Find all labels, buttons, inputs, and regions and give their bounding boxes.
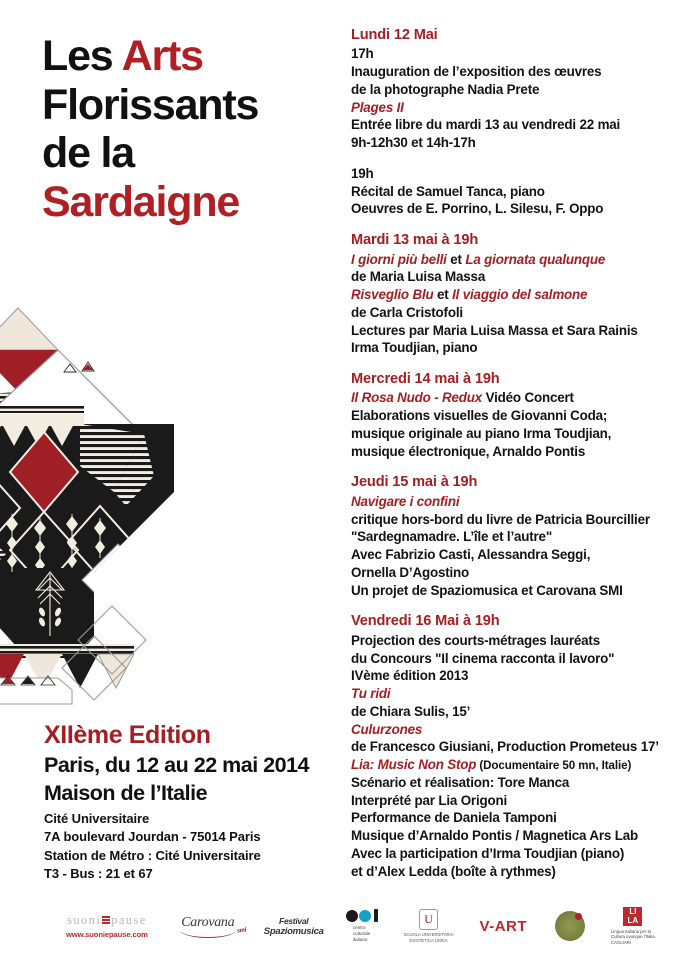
program-spacer	[351, 152, 671, 165]
program-line: Lectures par Maria Luisa Massa et Sara Rainis	[351, 322, 638, 338]
olive-berry-icon	[575, 913, 582, 920]
festival-line-1: Festival	[279, 915, 309, 926]
edition-label: XIIème Edition	[44, 721, 211, 749]
suoni-bars-icon	[102, 916, 110, 925]
page-title	[42, 32, 342, 226]
coi-line-3: italiano	[352, 936, 368, 942]
program-day	[351, 473, 671, 599]
title-line-4: Sardaigne	[42, 177, 240, 226]
logo-carovana-smi[interactable]	[180, 903, 247, 949]
lila-mark-line-1: LI	[629, 907, 637, 917]
program-line: Irma Toudjian, piano	[351, 340, 478, 356]
suoni-wordmark	[67, 913, 147, 928]
program-day-heading: Jeudi 15 mai à 19h	[351, 474, 478, 491]
title-line-3: de la	[42, 129, 134, 178]
program-day	[351, 231, 671, 357]
program-line-part: Il Rosa Nudo - Redux	[351, 390, 483, 406]
logo-suoni-e-pause[interactable]	[66, 903, 148, 949]
coi-dot-1	[346, 910, 358, 922]
lila-line-2: Cultura ovunque l’Italia	[611, 934, 655, 940]
program-day	[351, 612, 671, 880]
coi-bar-icon	[374, 909, 378, 922]
title-arts: Arts	[121, 32, 203, 80]
program-line	[351, 286, 671, 304]
program-line: Musique d’Arnaldo Pontis / Magnetica Ars Lab	[351, 828, 638, 844]
suoni-word-2: pause	[111, 913, 147, 927]
program-line: IVème édition 2013	[351, 668, 469, 684]
vart-wordmark: V-ART	[479, 917, 528, 935]
program-line: Performance de Daniela Tamponi	[351, 810, 557, 826]
program-line: Tu ridi	[351, 686, 391, 702]
program-line-part: et	[446, 251, 466, 267]
suoni-word-1: suoni	[67, 913, 102, 927]
program-line: musique originale au piano Irma Toudjian,	[351, 425, 612, 441]
program-line: 17h	[351, 46, 374, 62]
carovana-wordmark	[181, 914, 247, 935]
program-line: Ornella D’Agostino	[351, 564, 470, 580]
title-line-1	[42, 32, 342, 81]
program-line: du Concours "Il cinema racconta il lavoro"	[351, 650, 615, 666]
unica-caption	[404, 932, 454, 943]
suoni-url[interactable]: www.suoniepause.com	[66, 930, 148, 939]
program-line-part: La giornata qualunque	[465, 251, 606, 267]
venue-transit-line: Station de Métro : Cité Universitaire	[44, 847, 261, 863]
program-line: de Chiara Sulis, 15’	[351, 703, 471, 719]
program-line: Elaborations visuelles de Giovanni Coda;	[351, 408, 608, 424]
coi-dots-icon	[346, 909, 378, 922]
title-line-2: Florissants	[42, 80, 259, 129]
program-line: Navigare i confini	[351, 493, 460, 509]
carovana-swoosh-icon	[180, 930, 236, 938]
program-line: Plages II	[351, 99, 404, 115]
coi-caption	[353, 925, 370, 942]
olive-circle-icon	[555, 911, 585, 941]
program-line-part: I giorni più belli	[351, 251, 447, 267]
lila-caption	[611, 929, 655, 946]
coi-dot-2	[359, 910, 371, 922]
lila-line-1: Lingua Italiana per la	[611, 928, 651, 934]
venue-name: Maison de l’Italie	[44, 781, 208, 806]
program-line: Avec Fabrizio Casti, Alessandra Seggi,	[351, 547, 591, 563]
program-line: 19h	[351, 165, 374, 181]
program-day	[351, 26, 671, 218]
title-les: Les	[42, 32, 122, 80]
logo-olive-emblem[interactable]	[555, 903, 585, 949]
program-line: Un projet de Spaziomusica et Carovana SMI	[351, 582, 623, 598]
program-day	[351, 370, 671, 460]
unica-crest-icon: U	[419, 909, 438, 930]
coi-line-2: culturale	[352, 931, 371, 937]
program-line: Avec la participation d’Irma Toudjian (piano)	[351, 845, 625, 861]
coi-line-1: centro	[352, 925, 366, 931]
logo-v-art[interactable]	[480, 903, 528, 949]
program-line-part: (Documentaire 50 mn, Italie)	[476, 759, 632, 773]
sponsor-logo-strip	[0, 898, 679, 954]
unica-line-1: SCUOLA UNIVERSITARIA	[403, 932, 454, 938]
program-line	[351, 251, 671, 269]
program-line: Entrée libre du mardi 13 au vendredi 22 mai	[351, 117, 621, 133]
program-line: Oeuvres de E. Porrino, L. Silesu, F. Oppo	[351, 201, 604, 217]
program-line-part: Il viaggio del salmone	[452, 287, 588, 303]
program-line	[351, 389, 671, 407]
unica-line-2: D’ESTETICA UNICA	[409, 937, 448, 943]
festival-line-2: Spaziomusica	[263, 925, 324, 937]
edition-venue-block	[44, 722, 344, 884]
program-day-heading: Lundi 12 Mai	[351, 27, 438, 43]
program-line: de Carla Cristofoli	[351, 304, 463, 320]
program-column	[351, 26, 671, 893]
program-line: Scénario et réalisation: Tore Manca	[351, 774, 570, 790]
program-line: de la photographe Nadia Prete	[351, 81, 540, 97]
program-line-part: et	[433, 287, 453, 303]
venue-transit-line: T3 - Bus : 21 et 67	[44, 866, 153, 882]
program-line: Culurzones	[351, 721, 423, 737]
program-line-part: Lia: Music Non Stop	[351, 757, 477, 773]
program-day-heading: Mardi 13 mai à 19h	[351, 232, 479, 249]
carovana-word: Carovana	[181, 914, 235, 930]
venue-address-line: 7A boulevard Jourdan - 75014 Paris	[44, 829, 261, 845]
program-line: Projection des courts-métrages lauréats	[351, 632, 600, 648]
carovana-smi-sub: smi	[236, 924, 247, 935]
lila-mark-line-2: LA	[627, 916, 639, 926]
program-line: Récital de Samuel Tanca, piano	[351, 183, 545, 199]
program-line-part: Vidéo Concert	[482, 390, 574, 406]
program-line-part: Risveglio Blu	[351, 287, 434, 303]
program-line: critique hors-bord du livre de Patricia Bourcillier	[351, 511, 650, 527]
logo-universita-cagliari[interactable]	[404, 903, 454, 949]
venue-address-line: Cité Universitaire	[44, 810, 150, 826]
lila-mark-icon	[623, 907, 642, 926]
program-day-heading: Vendredi 16 Mai à 19h	[351, 613, 500, 630]
logo-festival-spaziomusica[interactable]	[264, 903, 324, 949]
logo-lila[interactable]	[611, 903, 655, 949]
program-line: Interprété par Lia Origoni	[351, 792, 508, 808]
program-line: "Sardegnamadre. L’île et l’autre"	[351, 529, 552, 545]
logo-centro-culturale-italiano[interactable]	[346, 903, 378, 949]
edition-dates: Paris, du 12 au 22 mai 2014	[44, 752, 309, 777]
program-line: et d’Alex Ledda (boîte à rythmes)	[351, 863, 556, 879]
program-line: musique électronique, Arnaldo Pontis	[351, 443, 586, 459]
program-line: de Francesco Giusiani, Production Prometeus 17’	[351, 739, 659, 755]
lila-line-3: CAGLIARI	[611, 939, 632, 945]
program-line	[351, 756, 671, 774]
program-line: Inauguration de l’exposition des œuvres	[351, 64, 602, 80]
program-day-heading: Mercredi 14 mai à 19h	[351, 371, 500, 388]
sardinian-pattern-artwork	[0, 306, 174, 706]
program-line: 9h-12h30 et 14h-17h	[351, 135, 476, 151]
program-line: de Maria Luisa Massa	[351, 269, 486, 285]
